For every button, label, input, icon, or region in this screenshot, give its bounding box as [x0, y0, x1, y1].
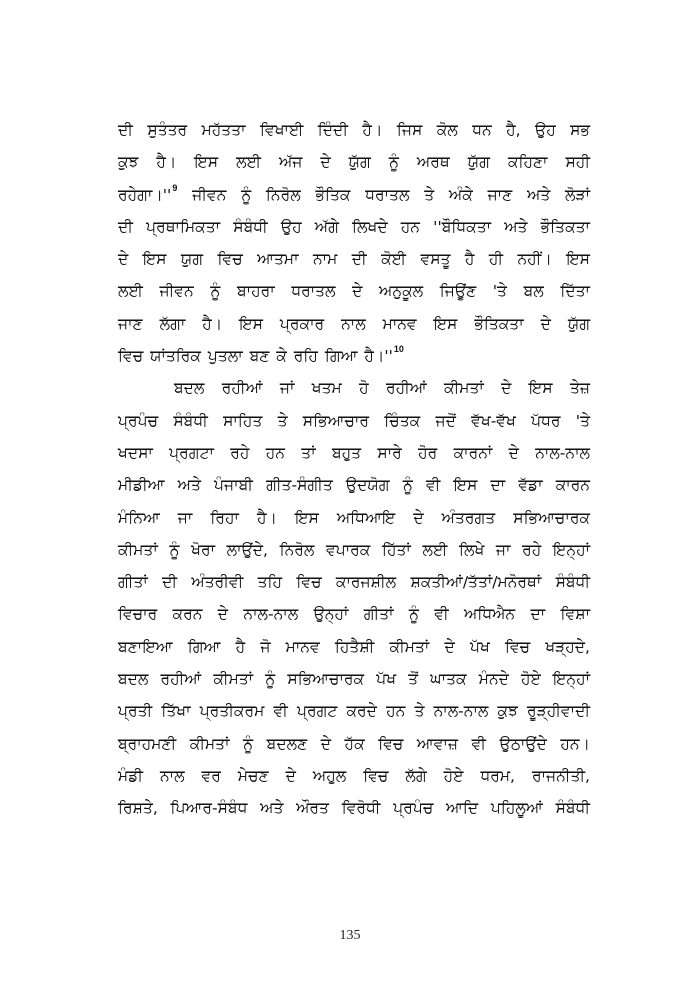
- text-line: ਬਦਲ ਰਹੀਆਂ ਕੀਮਤਾਂ ਨੂੰ ਸਭਿਆਚਾਰਕ ਪੱਖ ਤੋਂ ਘਾਤਕ ਮੰਨਦੇ ਹੋਏ ਇਨ੍ਹਾਂ: [118, 670, 590, 689]
- footnote-marker: 9: [172, 182, 178, 193]
- text-line: ਦੀ ਪ੍ਰਥਾਮਿਕਤਾ ਸੰਬੰਧੀ ਉਹ ਅੱਗੇ ਲਿਖਦੇ ਹਨ ''ਬੌਧਿਕਤਾ ਅਤੇ ਭੌਤਿਕਤਾ: [118, 217, 590, 236]
- text-line: ਮੰਨਿਆ ਜਾ ਰਿਹਾ ਹੈ। ਇਸ ਅਧਿਆਇ ਦੇ ਅੰਤਰਗਤ ਸਭਿਆਚਾਰਕ: [118, 508, 590, 527]
- text-segment: ਵਿਚ ਯਾਂਤਰਿਕ ਪੁਤਲਾ ਬਣ ਕੇ ਰਹਿ ਗਿਆ ਹੈ।'': [118, 347, 393, 366]
- text-line: ਖਦਸਾ ਪ੍ਰਗਟਾ ਰਹੇ ਹਨ ਤਾਂ ਬਹੁਤ ਸਾਰੇ ਹੋਰ ਕਾਰਨਾਂ ਦੇ ਨਾਲ-ਨਾਲ: [118, 443, 590, 462]
- body-text: [118, 114, 590, 825]
- text-segment: ਰਹੇਗਾ।'': [118, 185, 172, 204]
- text-line: ਰਿਸ਼ਤੇ, ਪਿਆਰ-ਸੰਬੰਧ ਅਤੇ ਔਰਤ ਵਿਰੋਧੀ ਪ੍ਰਪੰਚ ਆਦਿ ਪਹਿਲੂਆਂ ਸੰਬੰਧੀ: [118, 799, 590, 818]
- text-line: ਲਈ ਜੀਵਨ ਨੂੰ ਬਾਹਰਾ ਧਰਾਤਲ ਦੇ ਅਨੁਕੂਲ ਜਿਊਂਣ 'ਤੇ ਬਲ ਦਿੱਤਾ: [118, 282, 590, 301]
- page-number: 135: [339, 928, 361, 943]
- text-line: ਮੰਡੀ ਨਾਲ ਵਰ ਮੇਚਣ ਦੇ ਅਹੁਲ ਵਿਚ ਲੱਗੇ ਹੋਏ ਧਰਮ, ਰਾਜਨੀਤੀ,: [118, 766, 590, 785]
- text-line: ਕੀਮਤਾਂ ਨੂੰ ਖੋਰਾ ਲਾਉਂਦੇ, ਨਿਰੋਲ ਵਪਾਰਕ ਹਿੱਤਾਂ ਲਈ ਲਿਖੇ ਜਾ ਰਹੇ ਇਨ੍ਹਾਂ: [118, 540, 590, 559]
- text-line: ਵਿਚਾਰ ਕਰਨ ਦੇ ਨਾਲ-ਨਾਲ ਉਨ੍ਹਾਂ ਗੀਤਾਂ ਨੂੰ ਵੀ ਅਧਿਐਨ ਦਾ ਵਿਸ਼ਾ: [118, 605, 590, 624]
- text-line: ਗੀਤਾਂ ਦੀ ਅੰਤਰੀਵੀ ਤਹਿ ਵਿਚ ਕਾਰਜਸ਼ੀਲ ਸ਼ਕਤੀਆਂ/ਤੱਤਾਂ/ਮਨੋਰਥਾਂ ਸੰਬੰਧੀ: [118, 573, 590, 592]
- text-line: [118, 179, 590, 211]
- text-line: ਮੀਡੀਆ ਅਤੇ ਪੰਜਾਬੀ ਗੀਤ-ਸੰਗੀਤ ਉਦਯੋਗ ਨੂੰ ਵੀ ਇਸ ਦਾ ਵੱਡਾ ਕਾਰਨ: [118, 476, 590, 495]
- text-line: ਬਣਾਇਆ ਗਿਆ ਹੈ ਜੋ ਮਾਨਵ ਹਿਤੈਸ਼ੀ ਕੀਮਤਾਂ ਦੇ ਪੱਖ ਵਿਚ ਖੜ੍ਹਦੇ,: [118, 637, 590, 656]
- text-line: ਬ੍ਰਾਹਮਣੀ ਕੀਮਤਾਂ ਨੂੰ ਬਦਲਣ ਦੇ ਹੱਕ ਵਿਚ ਆਵਾਜ਼ ਵੀ ਉਠਾਉਂਦੇ ਹਨ।: [118, 734, 590, 753]
- text-line: ਪ੍ਰਤੀ ਤਿੱਖਾ ਪ੍ਰਤੀਕਰਮ ਵੀ ਪ੍ਰਗਟ ਕਰਦੇ ਹਨ ਤੇ ਨਾਲ-ਨਾਲ ਕੁਝ ਰੂੜ੍ਹੀਵਾਦੀ: [118, 702, 590, 721]
- text-line: ਕੁਝ ਹੈ। ਇਸ ਲਈ ਅੱਜ ਦੇ ਯੁੱਗ ਨੂੰ ਅਰਥ ਯੁੱਗ ਕਹਿਣਾ ਸਹੀ: [118, 153, 590, 172]
- text-segment: ਜੀਵਨ ਨੂੰ ਨਿਰੋਲ ਭੌਤਿਕ ਧਰਾਤਲ ਤੇ ਅੰਕੇ ਜਾਣ ਅਤੇ ਲੋੜਾਂ: [177, 185, 590, 204]
- text-line: ਦੇ ਇਸ ਯੁਗ ਵਿਚ ਆਤਮਾ ਨਾਮ ਦੀ ਕੋਈ ਵਸਤੂ ਹੈ ਹੀ ਨਹੀਂ। ਇਸ: [118, 250, 590, 269]
- text-line: ਬਦਲ ਰਹੀਆਂ ਜਾਂ ਖਤਮ ਹੋ ਰਹੀਆਂ ਕੀਮਤਾਂ ਦੇ ਇਸ ਤੇਜ਼: [174, 379, 590, 398]
- footnote-marker: 10: [393, 344, 404, 355]
- text-line: ਜਾਣ ਲੱਗਾ ਹੈ। ਇਸ ਪ੍ਰਕਾਰ ਨਾਲ ਮਾਨਵ ਇਸ ਭੌਤਿਕਤਾ ਦੇ ਯੁੱਗ: [118, 314, 590, 333]
- text-line: ਪ੍ਰਪੰਚ ਸੰਬੰਧੀ ਸਾਹਿਤ ਤੇ ਸਭਿਆਚਾਰ ਚਿੰਤਕ ਜਦੋਂ ਵੱਖ-ਵੱਖ ਪੱਧਰ 'ਤੇ: [118, 411, 590, 430]
- text-line: ਦੀ ਸੁਤੰਤਰ ਮਹੱਤਤਾ ਵਿਖਾਈ ਦਿੰਦੀ ਹੈ। ਜਿਸ ਕੋਲ ਧਨ ਹੈ, ਉਹ ਸਭ: [118, 121, 590, 139]
- text-line: [118, 340, 590, 372]
